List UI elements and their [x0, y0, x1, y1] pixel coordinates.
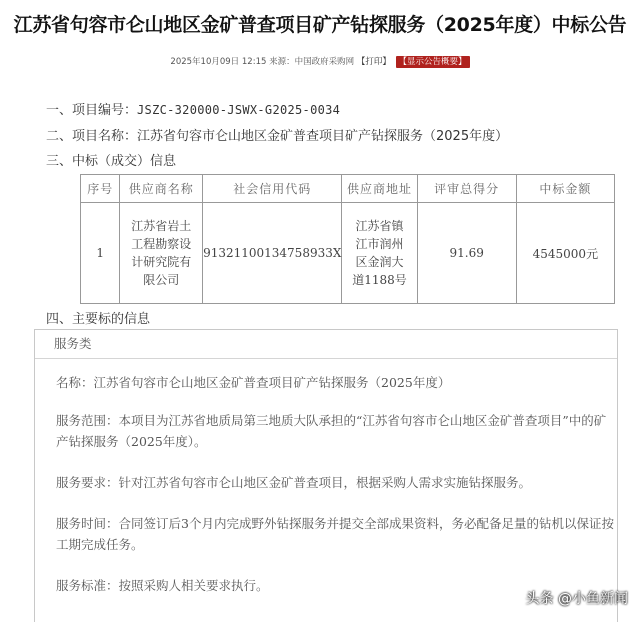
- col-header: 社会信用代码: [203, 175, 342, 203]
- page-title: 江苏省句容市仑山地区金矿普查项目矿产钻探服务（2025年度）中标公告: [13, 14, 627, 36]
- publish-date: 2025年10月09日 12:15: [170, 57, 267, 67]
- award-amount: 4545000元: [516, 203, 614, 304]
- project-number-line: [46, 99, 340, 118]
- project-name-line: [46, 125, 508, 144]
- source-name: 中国政府采购网: [294, 57, 355, 67]
- col-header: 中标金额: [516, 175, 614, 203]
- project-number-label: 一、项目编号：: [46, 103, 138, 118]
- service-standard: 服务标准：按照采购人相关要求执行。: [56, 578, 269, 593]
- project-number: JSZC-320000-JSWX-G2025-0034: [137, 103, 341, 117]
- subject-info-box: [34, 329, 618, 622]
- service-requirements: 服务要求：针对江苏省句容市仑山地区金矿普查项目，根据采购人需求实施钻探服务。: [56, 475, 532, 490]
- service-time: 服务时间：合同签订后3个月内完成野外钻探服务并提交全部成果资料，务必配备足量的钻机以保证按工期完成任务。: [56, 516, 614, 552]
- col-header: 供应商名称: [120, 175, 203, 203]
- review-score: 91.69: [417, 203, 516, 304]
- show-overview-button[interactable]: 【显示公告概要】: [396, 56, 470, 68]
- row-index: 1: [81, 203, 120, 304]
- section-award-heading: 三、中标（成交）信息: [46, 154, 177, 169]
- project-name-label: 二、项目名称：: [46, 129, 138, 144]
- col-header: 评审总得分: [417, 175, 516, 203]
- section-items-heading: 四、主要标的信息: [46, 312, 151, 327]
- watermark-logo: 头条 @小鱼新闻: [525, 591, 628, 607]
- award-table: [80, 174, 615, 304]
- print-link[interactable]: 【打印】: [356, 57, 391, 67]
- notice-meta: [0, 55, 640, 67]
- col-header: 序号: [81, 175, 120, 203]
- project-name: 江苏省句容市仑山地区金矿普查项目矿产钻探服务（2025年度）: [137, 129, 509, 144]
- col-header: 供应商地址: [342, 175, 417, 203]
- supplier-address: 江苏省镇江市润州区金润大道1188号: [342, 203, 417, 304]
- category-label: 服务类: [35, 330, 617, 359]
- supplier-name: 江苏省岩土工程勘察设计研究院有限公司: [120, 203, 203, 304]
- credit-code: 91321100134758933X: [203, 203, 342, 304]
- table-row: [81, 203, 615, 304]
- source-label: 来源：: [269, 57, 295, 67]
- table-header-row: [81, 175, 615, 203]
- service-name: 名称：江苏省句容市仑山地区金矿普查项目矿产钻探服务（2025年度）: [56, 375, 451, 390]
- service-scope: 服务范围：本项目为江苏省地质局第三地质大队承担的“江苏省句容市仑山地区金矿普查项目”中的矿产钻探服务（2025年度）。: [56, 413, 607, 449]
